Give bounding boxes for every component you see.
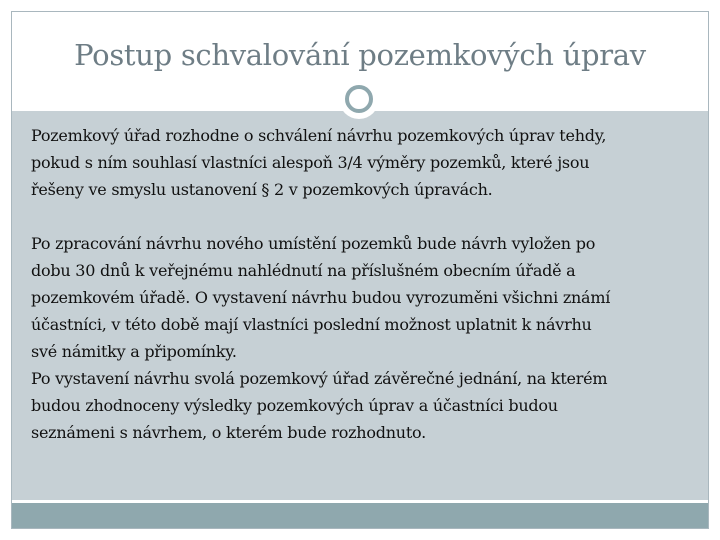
footer-bar xyxy=(12,503,708,528)
paragraph-final-meeting: Po vystavení návrhu svolá pozemkový úřad závěrečné jednání, na kterém budou zhodnoceny výsledky pozemkových úprav a účastníci budou seznámeni s návrhem, o kterém bude rozhodnuto. xyxy=(31,369,608,442)
slide-title: Postup schvalování pozemkových úprav xyxy=(74,38,646,72)
title-divider xyxy=(339,79,379,119)
paragraph-approval: Pozemkový úřad rozhodne o schválení návrhu pozemkových úprav tehdy, pokud s ním souhlasí vlastníci alespoň 3/4 výměry pozemků, které jsou řešeny ve smyslu ustanovení § 2 v pozemkových úpravách. xyxy=(31,126,607,199)
body-text xyxy=(31,122,691,446)
paragraph-exhibition: Po zpracování návrhu nového umístění pozemků bude návrh vyložen po dobu 30 dnů k veřejnému nahlédnutí na příslušném obecním úřadě a pozemkovém úřadě. O vystavení návrhu budou vyrozuměni všichni známí účastníci, v této době mají vlastníci poslední možnost uplatnit k návrhu své námitky a připomínky. xyxy=(31,234,611,361)
ring-icon xyxy=(345,85,373,113)
